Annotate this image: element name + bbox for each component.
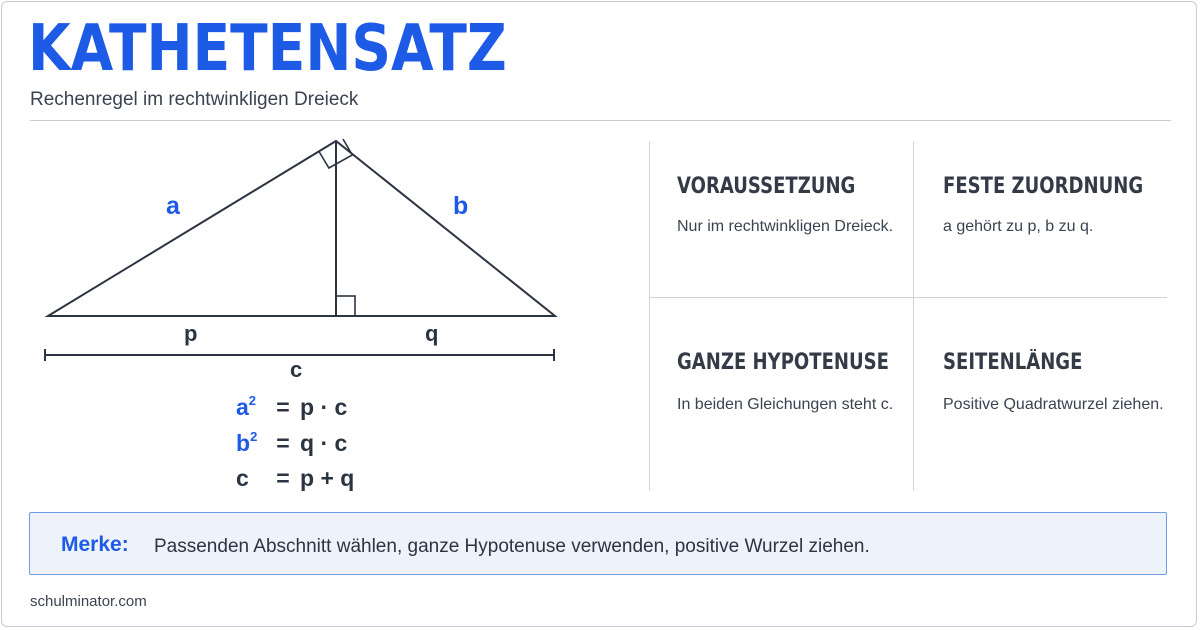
formula-a-rhs: p · c bbox=[300, 394, 348, 420]
formula-b-lhs: $b^2$ bbox=[236, 429, 258, 456]
formula-c-lhs: c bbox=[236, 465, 249, 491]
merke-text: Passenden Abschnitt wählen, ganze Hypotenuse verwenden, positive Wurzel ziehen. bbox=[154, 536, 870, 557]
triangle-diagram bbox=[0, 0, 640, 400]
grid-divider-vertical-left bbox=[649, 141, 650, 491]
footer-website: schulminator.com bbox=[30, 593, 147, 610]
card-text-seitenlaenge: Positive Quadratwurzel ziehen. bbox=[943, 396, 1164, 413]
formula-a-lhs: $a^2$ bbox=[236, 393, 257, 420]
formula-b bbox=[236, 429, 347, 457]
label-q: q bbox=[425, 321, 439, 346]
formula-b-equals: = bbox=[276, 430, 290, 456]
merke-box bbox=[29, 512, 1167, 575]
formula-c bbox=[236, 465, 354, 492]
label-c: c bbox=[290, 357, 303, 382]
card-title-ganze-hypotenuse: GANZE HYPOTENUSE bbox=[677, 350, 889, 375]
label-p: p bbox=[184, 321, 198, 346]
formula-a bbox=[236, 393, 347, 421]
card-text-ganze-hypotenuse: In beiden Gleichungen steht c. bbox=[677, 396, 894, 413]
label-a: a bbox=[166, 192, 180, 220]
card-title-seitenlaenge: SEITENLÄNGE bbox=[943, 350, 1083, 375]
formula-c-rhs: p + q bbox=[300, 465, 355, 491]
grid-divider-horizontal bbox=[649, 297, 1167, 298]
grid-divider-vertical-middle bbox=[913, 141, 914, 491]
card-title-feste-zuordnung: FESTE ZUORDNUNG bbox=[943, 174, 1144, 199]
formula-a-equals: = bbox=[276, 394, 290, 420]
formula-b-rhs: q · c bbox=[300, 430, 348, 456]
page-subtitle: Rechenregel im rechtwinkligen Dreieck bbox=[30, 89, 359, 110]
merke-label: Merke: bbox=[61, 533, 129, 556]
right-triangle bbox=[48, 141, 555, 316]
card-text-feste-zuordnung: a gehört zu p, b zu q. bbox=[943, 218, 1094, 235]
card-text-voraussetzung: Nur im rechtwinkligen Dreieck. bbox=[677, 218, 894, 235]
card-title-voraussetzung: VORAUSSETZUNG bbox=[677, 174, 856, 199]
formula-c-equals: = bbox=[276, 465, 290, 491]
right-angle-marker-base bbox=[336, 296, 355, 316]
page-title: KATHETENSATZ bbox=[28, 12, 507, 86]
label-b: b bbox=[453, 192, 469, 220]
